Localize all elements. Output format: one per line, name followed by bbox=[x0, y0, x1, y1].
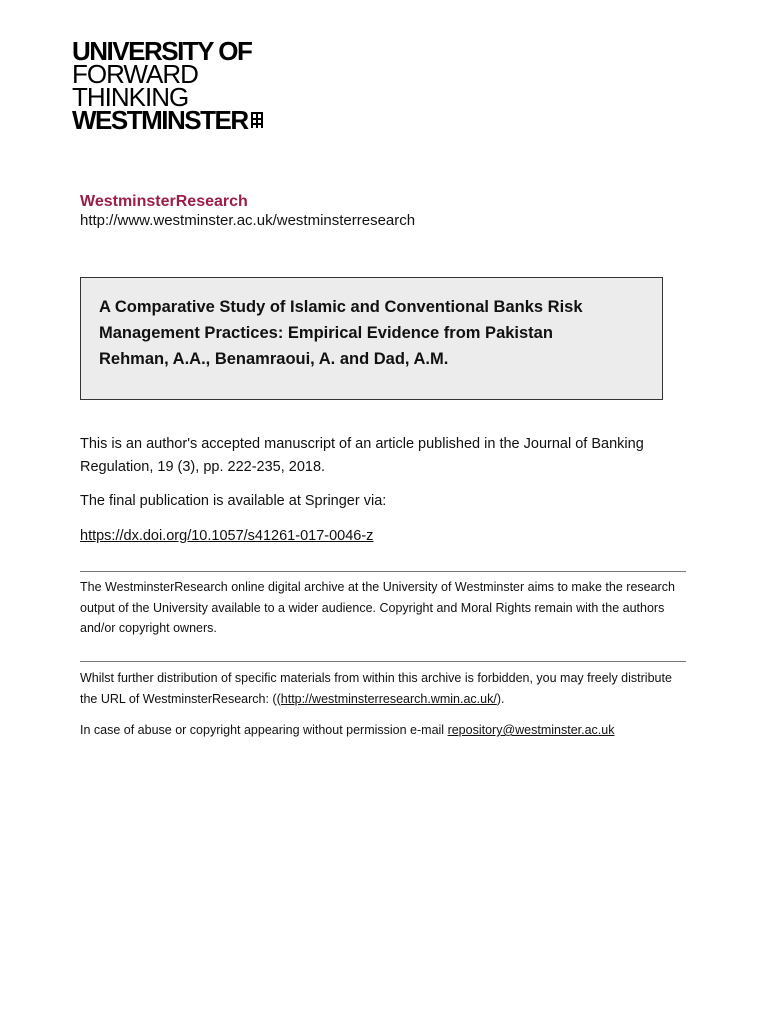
university-logo bbox=[72, 36, 262, 135]
abuse-text: In case of abuse or copyright appearing without permission e-mail bbox=[80, 723, 448, 737]
repository-email-link[interactable]: repository@westminster.ac.uk bbox=[447, 723, 615, 737]
abuse-note bbox=[80, 720, 690, 741]
doi-paragraph bbox=[80, 525, 690, 548]
repository-url[interactable]: http://www.westminster.ac.uk/westminsterresearch bbox=[80, 212, 416, 229]
availability-note: The final publication is available at Springer via: bbox=[80, 493, 387, 509]
article-title-box bbox=[80, 277, 663, 400]
logo-word-westminster: WESTMINSTER bbox=[72, 105, 248, 135]
repository-name: WestminsterResearch bbox=[80, 193, 248, 210]
article-authors: Rehman, A.A., Benamraoui, A. and Dad, A.M. bbox=[99, 350, 449, 368]
logo-line-westminster bbox=[72, 105, 262, 135]
distribution-text: Whilst further distribution of specific materials from within this archive is forbidden, you may freely distribute the URL of WestminsterResearch: ( bbox=[80, 671, 672, 706]
distribution-note bbox=[80, 668, 690, 709]
logo-line-university-of: UNIVERSITY OF bbox=[72, 36, 252, 66]
manuscript-note: This is an author's accepted manuscript of an article published in the Journal of Banking Regulation, 19 (3), pp. 222-235, 2018. bbox=[80, 436, 644, 475]
distribution-suffix: ). bbox=[496, 691, 505, 706]
portcullis-icon bbox=[251, 112, 263, 128]
logo-line-forward: FORWARD bbox=[72, 59, 198, 89]
divider-top bbox=[80, 571, 686, 572]
divider-bottom bbox=[80, 661, 686, 662]
doi-link[interactable]: https://dx.doi.org/10.1057/s41261-017-0046-z bbox=[80, 528, 374, 544]
article-title: A Comparative Study of Islamic and Conventional Banks Risk Management Practices: Empirical Evidence from Pakistan bbox=[99, 298, 583, 342]
logo-line-thinking: THINKING bbox=[72, 82, 189, 112]
westminsterresearch-link[interactable]: (http://westminsterresearch.wmin.ac.uk/ bbox=[276, 691, 497, 706]
archive-note: The WestminsterResearch online digital archive at the University of Westminster aims to make the research output of the University available to a wider audience. Copyright and Moral Rights remain with the authors and/or copyright owners. bbox=[80, 580, 675, 635]
